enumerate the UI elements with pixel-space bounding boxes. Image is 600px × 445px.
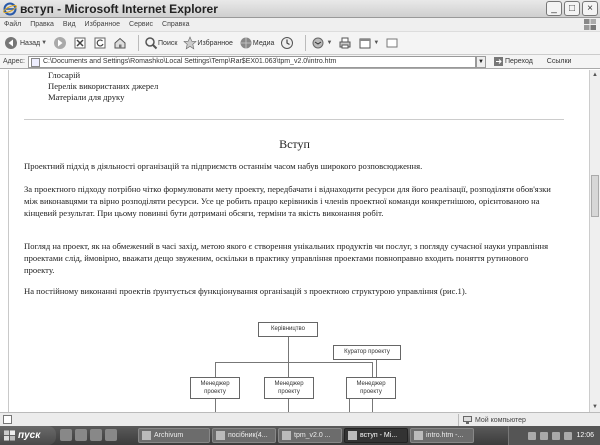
taskbar-item[interactable] (212, 428, 276, 443)
favorites-label: Избранное (197, 39, 233, 47)
menu-favorites[interactable]: Избранное (84, 21, 121, 28)
menu-bar (0, 18, 600, 31)
go-label: Переход (504, 58, 533, 65)
taskbar-item-label: вступ - Mi... (360, 432, 398, 439)
back-arrow-icon (4, 36, 18, 50)
menu-file[interactable]: Файл (4, 21, 22, 28)
taskbar-item[interactable] (278, 428, 342, 443)
clock: 12:06 (576, 432, 594, 439)
start-button[interactable] (0, 426, 56, 445)
quick-launch (60, 429, 117, 441)
zone-label: Мой компьютер (475, 416, 526, 424)
menu-tools[interactable]: Сервис (129, 21, 154, 28)
org-connector (372, 399, 373, 412)
quick-launch-icon[interactable] (90, 429, 102, 441)
search-button[interactable] (144, 36, 177, 50)
org-connector (288, 336, 289, 362)
refresh-button[interactable] (93, 36, 107, 50)
search-label: Поиск (158, 39, 178, 47)
edit-dropdown-icon[interactable]: ▼ (373, 40, 380, 46)
star-icon (183, 36, 197, 50)
address-value: C:\Documents and Settings\Romashko\Local Settings\Temp\Rar$EX01.063\tpm_v2.0\intro.htm (42, 57, 337, 65)
edit-page-icon (358, 36, 372, 50)
taskbar-item-label: посібник(4... (228, 432, 268, 439)
close-button[interactable]: × (582, 1, 598, 16)
org-box-manager: Менеджер проекту (346, 377, 396, 399)
org-connector (349, 399, 350, 412)
address-bar (0, 55, 600, 69)
quick-launch-icon[interactable] (105, 429, 117, 441)
media-globe-icon (239, 36, 253, 50)
minimize-button[interactable]: _ (546, 1, 562, 16)
address-input[interactable] (28, 56, 476, 68)
org-box-manager: Менеджер проекту (264, 377, 314, 399)
security-zone (458, 414, 526, 426)
internet-explorer-icon (3, 2, 17, 16)
taskbar-item[interactable] (410, 428, 474, 443)
org-connector (376, 360, 377, 377)
print-button[interactable] (338, 36, 352, 50)
horizontal-divider (24, 119, 564, 120)
back-button[interactable] (4, 36, 47, 50)
discuss-icon (385, 36, 399, 50)
tray-icon[interactable] (528, 432, 536, 440)
document-icon (216, 431, 225, 440)
discuss-button[interactable] (385, 36, 399, 50)
history-icon (280, 36, 294, 50)
done-page-icon (3, 415, 12, 424)
org-box-manager: Менеджер проекту (190, 377, 240, 399)
stop-button[interactable] (73, 36, 87, 50)
toc-link-sources[interactable]: Перелік використаних джерел (48, 81, 159, 91)
home-button[interactable] (113, 36, 127, 50)
paragraph: Погляд на проект, як на обмежений в часі захід, метою якого є створення унікальних продуктів чи послуг, з погляду сучасної науки управління проектами слід, ймовірно, вважати дещо звуженим, оскільки в практику управління проектами повноправно входить поняття рутинового проекту. (24, 241, 549, 275)
org-connector (215, 399, 216, 412)
toc-link-print-materials[interactable]: Матеріали для друку (48, 92, 125, 102)
media-label: Медиа (252, 39, 275, 47)
notepad-icon (414, 431, 423, 440)
internet-explorer-icon (348, 431, 357, 440)
folder-icon (282, 431, 291, 440)
tray-icon[interactable] (564, 432, 572, 440)
scroll-down-icon[interactable]: ▼ (592, 404, 598, 410)
printer-icon (338, 36, 352, 50)
org-connector (288, 399, 289, 412)
quick-launch-icon[interactable] (75, 429, 87, 441)
links-label[interactable]: Ссылки (546, 58, 572, 65)
quick-launch-icon[interactable] (60, 429, 72, 441)
mail-dropdown-icon[interactable]: ▼ (326, 40, 333, 46)
mail-button[interactable] (311, 36, 332, 50)
menu-help[interactable]: Справка (162, 21, 190, 28)
back-dropdown-icon[interactable]: ▼ (41, 40, 48, 46)
taskbar-item-active[interactable] (344, 428, 408, 443)
page-title: Вступ (279, 137, 310, 151)
maximize-button[interactable]: □ (564, 1, 580, 16)
org-connector (215, 362, 373, 363)
margin-rule (8, 70, 9, 412)
vertical-scrollbar[interactable] (589, 70, 600, 412)
edit-button[interactable] (358, 36, 379, 50)
org-connector (288, 362, 289, 377)
title-bar (0, 0, 600, 18)
go-button[interactable] (494, 57, 533, 66)
toolbar (0, 31, 600, 55)
window-title: вступ - Microsoft Internet Explorer (20, 2, 218, 16)
menu-edit[interactable]: Правка (30, 21, 54, 28)
windows-logo-icon (4, 430, 15, 441)
toolbar-separator (138, 35, 139, 51)
org-box-curator: Куратор проекту (333, 345, 401, 360)
paragraph: На постійному виконанні проектів ґрунтується функціонування організацій з проектною структурою управління (рис.1). (24, 286, 467, 296)
taskbar-item-label: tpm_v2.0 ... (294, 432, 331, 439)
go-arrow-icon (494, 57, 503, 66)
address-label: Адрес: (3, 58, 25, 65)
forward-arrow-icon (53, 36, 67, 50)
org-box-leadership: Керівництво (258, 322, 318, 337)
page-content (0, 70, 589, 412)
forward-button[interactable] (53, 36, 67, 50)
paragraph: За проектного підходу потрібно чітко формулювати мету проекту, передбачати і віднаходити ресурси для його реалізації, розподіляти обов'язки між виконавцями та вірно розподіляти ресурси. Усе це робить працю керівників і членів проектної команди конкретнішою, орієнтованою на кінцевий результат. При цьому повинні бути дотримані обсяги, терміни та якість виконання робіт. (24, 184, 551, 218)
favorites-button[interactable] (183, 36, 232, 50)
folder-icon (142, 431, 151, 440)
search-icon (144, 36, 158, 50)
address-dropdown-icon[interactable]: ▼ (476, 56, 486, 68)
scroll-thumb[interactable] (591, 175, 599, 217)
org-connector (215, 362, 216, 377)
status-bar (0, 412, 600, 426)
start-label: пуск (18, 430, 41, 441)
history-button[interactable] (280, 36, 294, 50)
taskbar-item[interactable] (138, 428, 210, 443)
tray-icon[interactable] (552, 432, 560, 440)
taskbar (0, 426, 600, 445)
home-icon (113, 36, 127, 50)
scroll-up-icon[interactable]: ▲ (592, 72, 598, 78)
toolbar-separator (305, 35, 306, 51)
taskbar-item-label: intro.htm -... (426, 432, 464, 439)
tray-icon[interactable] (540, 432, 548, 440)
back-label: Назад (20, 39, 41, 47)
mail-icon (311, 36, 325, 50)
media-button[interactable] (239, 36, 275, 50)
paragraph: Проектний підхід в діяльності організацій та підприємств останнім часом набув широкого розповсюдження. (24, 161, 423, 171)
computer-icon (463, 416, 472, 424)
toc-link-glossary[interactable]: Глосарій (48, 70, 81, 80)
org-connector (372, 362, 373, 377)
menu-view[interactable]: Вид (62, 21, 76, 28)
taskbar-item-label: Archivum (154, 432, 184, 439)
windows-logo-icon (584, 19, 596, 30)
stop-icon (73, 36, 87, 50)
system-tray (508, 426, 600, 445)
refresh-icon (93, 36, 107, 50)
page-icon (31, 58, 40, 67)
